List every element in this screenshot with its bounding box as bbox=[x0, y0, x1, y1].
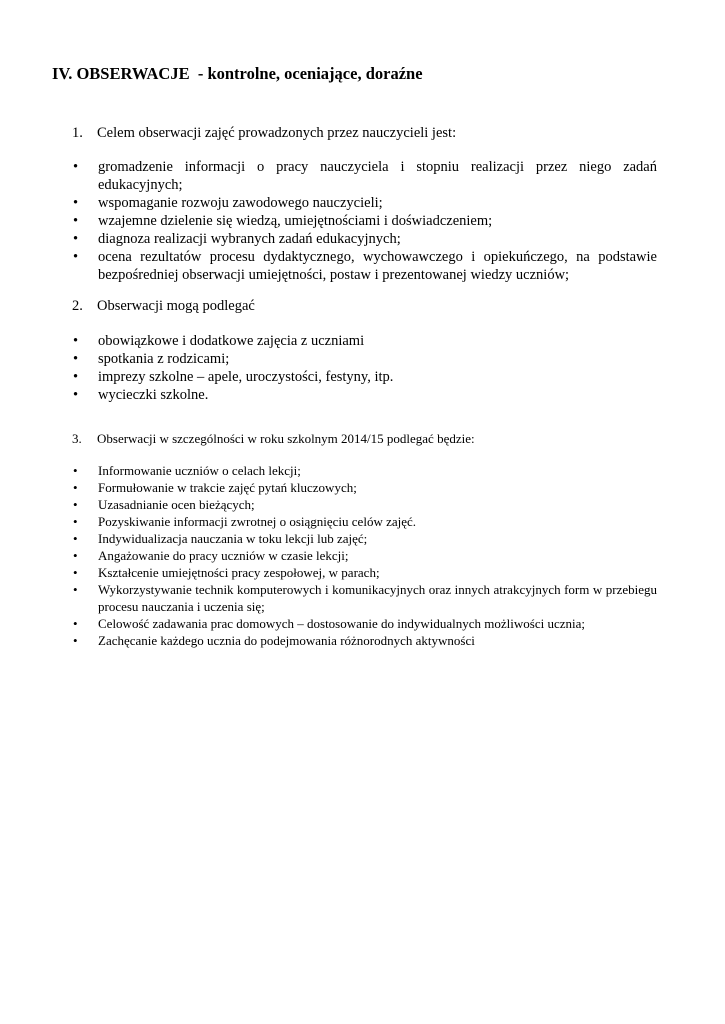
bullet-icon: • bbox=[73, 548, 78, 563]
bullet-icon: • bbox=[73, 463, 78, 478]
list-item: • wzajemne dzielenie się wiedzą, umiejętnościami i doświadczeniem; bbox=[73, 213, 493, 229]
list-item: • wycieczki szkolne. bbox=[73, 387, 209, 403]
bullet-icon: • bbox=[73, 633, 78, 648]
list-item: • imprezy szkolne – apele, uroczystości, festyny, itp. bbox=[73, 369, 394, 385]
bullet-icon: • bbox=[73, 195, 79, 211]
bullet-icon: • bbox=[73, 351, 79, 367]
list-item: • Angażowanie do pracy uczniów w czasie lekcji; bbox=[73, 548, 349, 563]
item-number: 3. bbox=[72, 431, 82, 446]
item-title: Obserwacji mogą podlegać bbox=[97, 298, 255, 314]
list-item: • ocena rezultatów procesu dydaktycznego, wychowawczego i opiekuńczego, na podstawie bezpośredniej obserwacji umiejętności, postaw i prezentowanej wiedzy uczniów; bbox=[73, 249, 657, 283]
bullet-list-3 bbox=[72, 462, 657, 649]
list-item: • Celowość zadawania prac domowych – dostosowanie do indywidualnych możliwości ucznia; bbox=[73, 616, 586, 631]
bullet-icon: • bbox=[73, 333, 79, 349]
bullet-icon: • bbox=[73, 249, 79, 265]
bullet-list-2 bbox=[72, 332, 657, 404]
bullet-icon: • bbox=[73, 565, 78, 580]
list-item: • spotkania z rodzicami; bbox=[73, 351, 230, 367]
list-item: • wspomaganie rozwoju zawodowego nauczycieli; bbox=[73, 195, 383, 211]
list-item: • Informowanie uczniów o celach lekcji; bbox=[73, 463, 301, 478]
section-heading: IV. OBSERWACJE - kontrolne, oceniające, doraźne bbox=[52, 64, 423, 83]
bullet-icon: • bbox=[73, 159, 79, 175]
bullet-icon: • bbox=[73, 213, 79, 229]
numbered-item-1 bbox=[72, 124, 456, 142]
bullet-icon: • bbox=[73, 369, 79, 385]
list-item: • Wykorzystywanie technik komputerowych i komunikacyjnych oraz innych atrakcyjnych form w przebiegu procesu nauczania i uczenia się; bbox=[73, 582, 657, 614]
bullet-icon: • bbox=[73, 531, 78, 546]
list-item: • Indywidualizacja nauczania w toku lekcji lub zajęć; bbox=[73, 531, 368, 546]
item-title: Celem obserwacji zajęć prowadzonych przez nauczycieli jest: bbox=[97, 125, 457, 141]
list-item: • diagnoza realizacji wybranych zadań edukacyjnych; bbox=[73, 231, 401, 247]
bullet-icon: • bbox=[73, 497, 78, 512]
bullet-icon: • bbox=[73, 387, 79, 403]
item-number: 2. bbox=[72, 298, 83, 314]
bullet-icon: • bbox=[73, 582, 78, 597]
list-item: • Kształcenie umiejętności pracy zespołowej, w parach; bbox=[73, 565, 380, 580]
item-number: 1. bbox=[72, 125, 83, 141]
bullet-icon: • bbox=[73, 616, 78, 631]
bullet-icon: • bbox=[73, 514, 78, 529]
list-item: • Uzasadnianie ocen bieżących; bbox=[73, 497, 255, 512]
list-item: • obowiązkowe i dodatkowe zajęcia z uczniami bbox=[73, 333, 365, 349]
bullet-list-1 bbox=[72, 158, 657, 284]
bullet-icon: • bbox=[73, 231, 79, 247]
list-item: • Formułowanie w trakcie zajęć pytań kluczowych; bbox=[73, 480, 357, 495]
list-item: • Pozyskiwanie informacji zwrotnej o osiągnięciu celów zajęć. bbox=[73, 514, 417, 529]
list-item: • Zachęcanie każdego ucznia do podejmowania różnorodnych aktywności bbox=[73, 633, 475, 648]
list-item: • gromadzenie informacji o pracy nauczyciela i stopniu realizacji przez niego zadań edukacyjnych; bbox=[73, 159, 657, 193]
item-title: Obserwacji w szczególności w roku szkolnym 2014/15 podlegać będzie: bbox=[97, 431, 475, 446]
bullet-icon: • bbox=[73, 480, 78, 495]
numbered-item-2 bbox=[72, 297, 255, 315]
numbered-item-3 bbox=[72, 430, 475, 448]
